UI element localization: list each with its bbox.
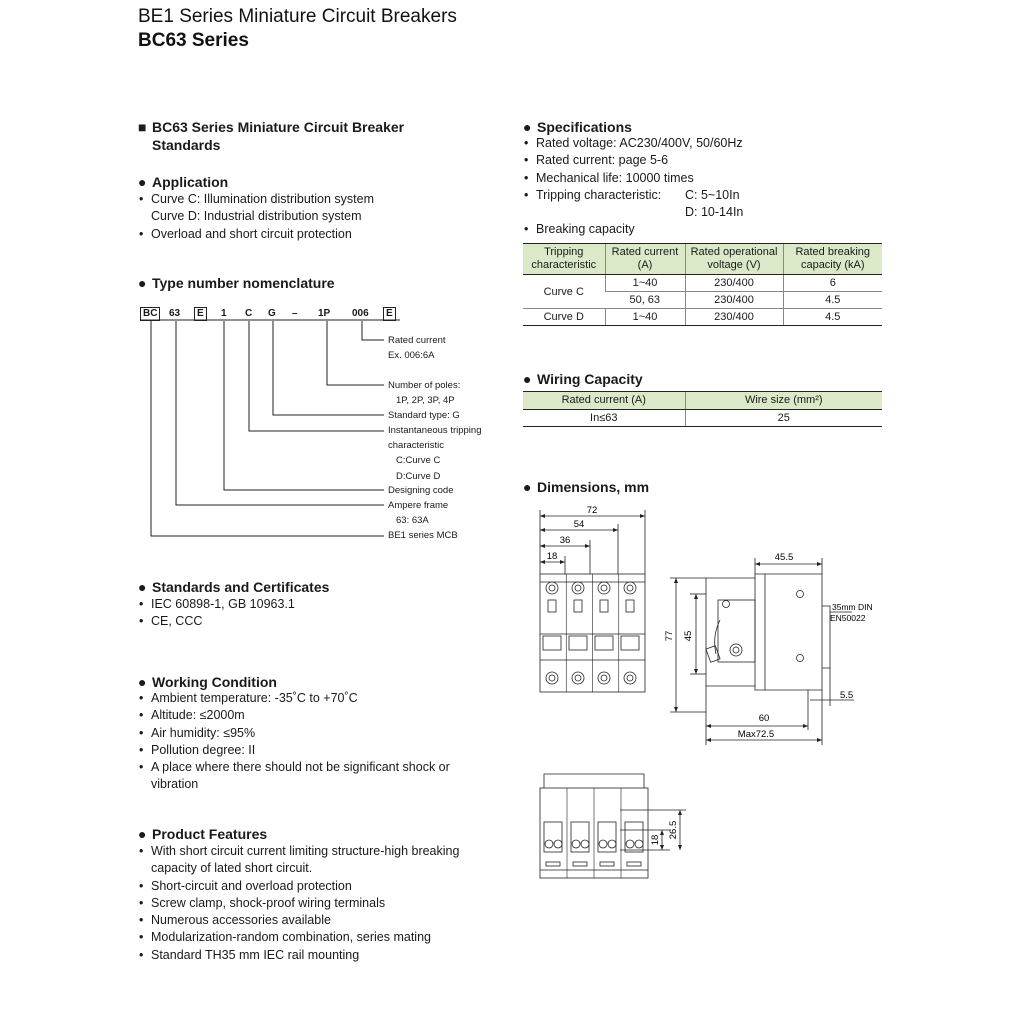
side-view-drawing bbox=[660, 550, 890, 745]
dim-26-5: 26.5 bbox=[668, 820, 679, 840]
list-item: • Screw clamp, shock-proof wiring terminals bbox=[138, 895, 459, 912]
list-item: • Tripping characteristic: C: 5~10In bbox=[523, 187, 883, 204]
list-item: • IEC 60898-1, GB 10963.1 bbox=[138, 596, 295, 613]
terminal-screw-icon bbox=[546, 582, 558, 594]
code-1p: 1P bbox=[318, 308, 331, 319]
dim-77: 77 bbox=[664, 630, 675, 642]
working-list bbox=[138, 690, 450, 794]
list-item: Curve D: Industrial distribution system bbox=[151, 209, 362, 224]
standards-heading: ■ BC63 Series Miniature Circuit Breaker Standards bbox=[138, 119, 405, 153]
bottom-view-drawing bbox=[530, 770, 690, 885]
dim-18-bottom: 18 bbox=[650, 834, 661, 846]
table-header: Wire size (mm²) bbox=[685, 392, 882, 410]
list-item: vibration bbox=[151, 777, 199, 792]
certificates-heading: ● Standards and Certificates bbox=[138, 579, 330, 595]
terminal-screw-icon bbox=[572, 672, 584, 684]
terminal-screw-icon bbox=[598, 672, 610, 684]
code-dash: – bbox=[292, 308, 298, 319]
table-header: Rated current (A) bbox=[605, 244, 685, 275]
list-item: • Rated voltage: AC230/400V, 50/60Hz bbox=[523, 135, 883, 152]
table-header: Rated breaking capacity (kA) bbox=[783, 244, 882, 275]
table-row: Curve D 1~40 230/400 4.5 bbox=[523, 309, 882, 326]
list-item: • Modularization-random combination, series mating bbox=[138, 929, 459, 946]
page-title: BE1 Series Miniature Circuit Breakers bbox=[138, 6, 457, 27]
dim-36: 36 bbox=[559, 535, 571, 546]
code-c: C bbox=[245, 308, 253, 319]
table-row: In≤63 25 bbox=[523, 410, 882, 427]
list-item: • With short circuit current limiting structure-high breaking bbox=[138, 843, 459, 860]
list-item: • Breaking capacity bbox=[523, 221, 883, 238]
table-header: Rated current (A) bbox=[523, 392, 685, 410]
label-designing: Designing code bbox=[388, 485, 454, 496]
code-1: 1 bbox=[221, 308, 227, 319]
terminal-screw-icon bbox=[624, 582, 636, 594]
list-item: • A place where there should not be significant shock or bbox=[138, 759, 450, 776]
code-e2: E bbox=[383, 307, 396, 321]
label-frame: Ampere frame 63: 63A bbox=[388, 500, 449, 527]
table-header-row bbox=[523, 392, 882, 410]
code-e: E bbox=[194, 307, 207, 321]
code-63: 63 bbox=[169, 308, 181, 319]
application-heading: ● Application bbox=[138, 174, 229, 190]
list-item: • Numerous accessories available bbox=[138, 912, 459, 929]
toggle-handle-icon bbox=[621, 636, 639, 650]
front-view-drawing bbox=[520, 500, 670, 700]
specifications-list bbox=[523, 135, 883, 239]
terminal-screw-icon bbox=[598, 582, 610, 594]
dim-45-5: 45.5 bbox=[774, 552, 794, 563]
list-item: • CE, CCC bbox=[138, 613, 295, 630]
label-poles: Number of poles: 1P, 2P, 3P, 4P bbox=[388, 380, 461, 407]
toggle-handle-icon bbox=[543, 636, 561, 650]
list-item: capacity of lated short circuit. bbox=[151, 861, 313, 876]
din-standard: EN50022 bbox=[830, 613, 866, 623]
list-item: • Mechanical life: 10000 times bbox=[523, 170, 883, 187]
din-label: 35mm DIN bbox=[832, 602, 873, 612]
nomenclature-heading: ● Type number nomenclature bbox=[138, 275, 335, 291]
terminal-screw-icon bbox=[545, 840, 553, 848]
label-standard: Standard type: G bbox=[388, 410, 460, 421]
list-item: • Air humidity: ≤95% bbox=[138, 725, 450, 742]
table-header: Rated operational voltage (V) bbox=[685, 244, 783, 275]
dim-45: 45 bbox=[683, 630, 694, 642]
specifications-heading: ● Specifications bbox=[523, 119, 632, 135]
dimensions-heading: ● Dimensions, mm bbox=[523, 479, 650, 495]
dim-18: 18 bbox=[546, 551, 558, 562]
dim-60: 60 bbox=[758, 713, 770, 724]
code-bc: BC bbox=[140, 307, 160, 321]
table-row: Curve C 1~40 230/400 6 bbox=[523, 275, 882, 292]
terminal-screw-icon bbox=[572, 582, 584, 594]
list-item: • Rated current: page 5-6 bbox=[523, 152, 883, 169]
list-item: • Curve C: Illumination distribution system bbox=[138, 191, 374, 208]
wiring-capacity-table bbox=[523, 391, 882, 427]
terminal-screw-icon bbox=[626, 840, 634, 848]
wiring-heading: ● Wiring Capacity bbox=[523, 371, 643, 387]
dim-72: 72 bbox=[586, 505, 598, 516]
terminal-screw-icon bbox=[546, 672, 558, 684]
page-subtitle: BC63 Series bbox=[138, 30, 249, 51]
certificates-list bbox=[138, 596, 295, 631]
dim-max72-5: Max72.5 bbox=[737, 729, 775, 740]
table-header: Tripping characteristic bbox=[523, 244, 605, 275]
toggle-handle-icon bbox=[569, 636, 587, 650]
breaking-capacity-table bbox=[523, 243, 882, 326]
table-header-row bbox=[523, 244, 882, 275]
working-heading: ● Working Condition bbox=[138, 674, 277, 690]
toggle-handle-icon bbox=[595, 636, 613, 650]
code-g: G bbox=[268, 308, 276, 319]
label-series: BE1 series MCB bbox=[388, 530, 458, 541]
dim-5-5: 5.5 bbox=[840, 690, 854, 701]
code-006: 006 bbox=[352, 308, 369, 319]
table-row: 50, 63 230/400 4.5 bbox=[523, 292, 882, 309]
list-item: • Pollution degree: II bbox=[138, 742, 450, 759]
features-list bbox=[138, 843, 459, 964]
list-item: • Standard TH35 mm IEC rail mounting bbox=[138, 947, 459, 964]
terminal-screw-icon bbox=[624, 672, 636, 684]
dim-54: 54 bbox=[573, 519, 585, 530]
label-tripping: Instantaneous tripping characteristic C:Curve C D:Curve D bbox=[388, 425, 482, 482]
list-item: • Short-circuit and overload protection bbox=[138, 878, 459, 895]
nomenclature-labels: Rated current Ex. 006:6A bbox=[388, 335, 446, 362]
terminal-screw-icon bbox=[599, 840, 607, 848]
list-item: • Ambient temperature: -35˚C to +70˚C bbox=[138, 690, 450, 707]
terminal-screw-icon bbox=[572, 840, 580, 848]
list-item: D: 10-14In bbox=[685, 205, 744, 220]
list-item: • Overload and short circuit protection bbox=[138, 226, 374, 243]
list-item: • Altitude: ≤2000m bbox=[138, 707, 450, 724]
features-heading: ● Product Features bbox=[138, 826, 268, 842]
